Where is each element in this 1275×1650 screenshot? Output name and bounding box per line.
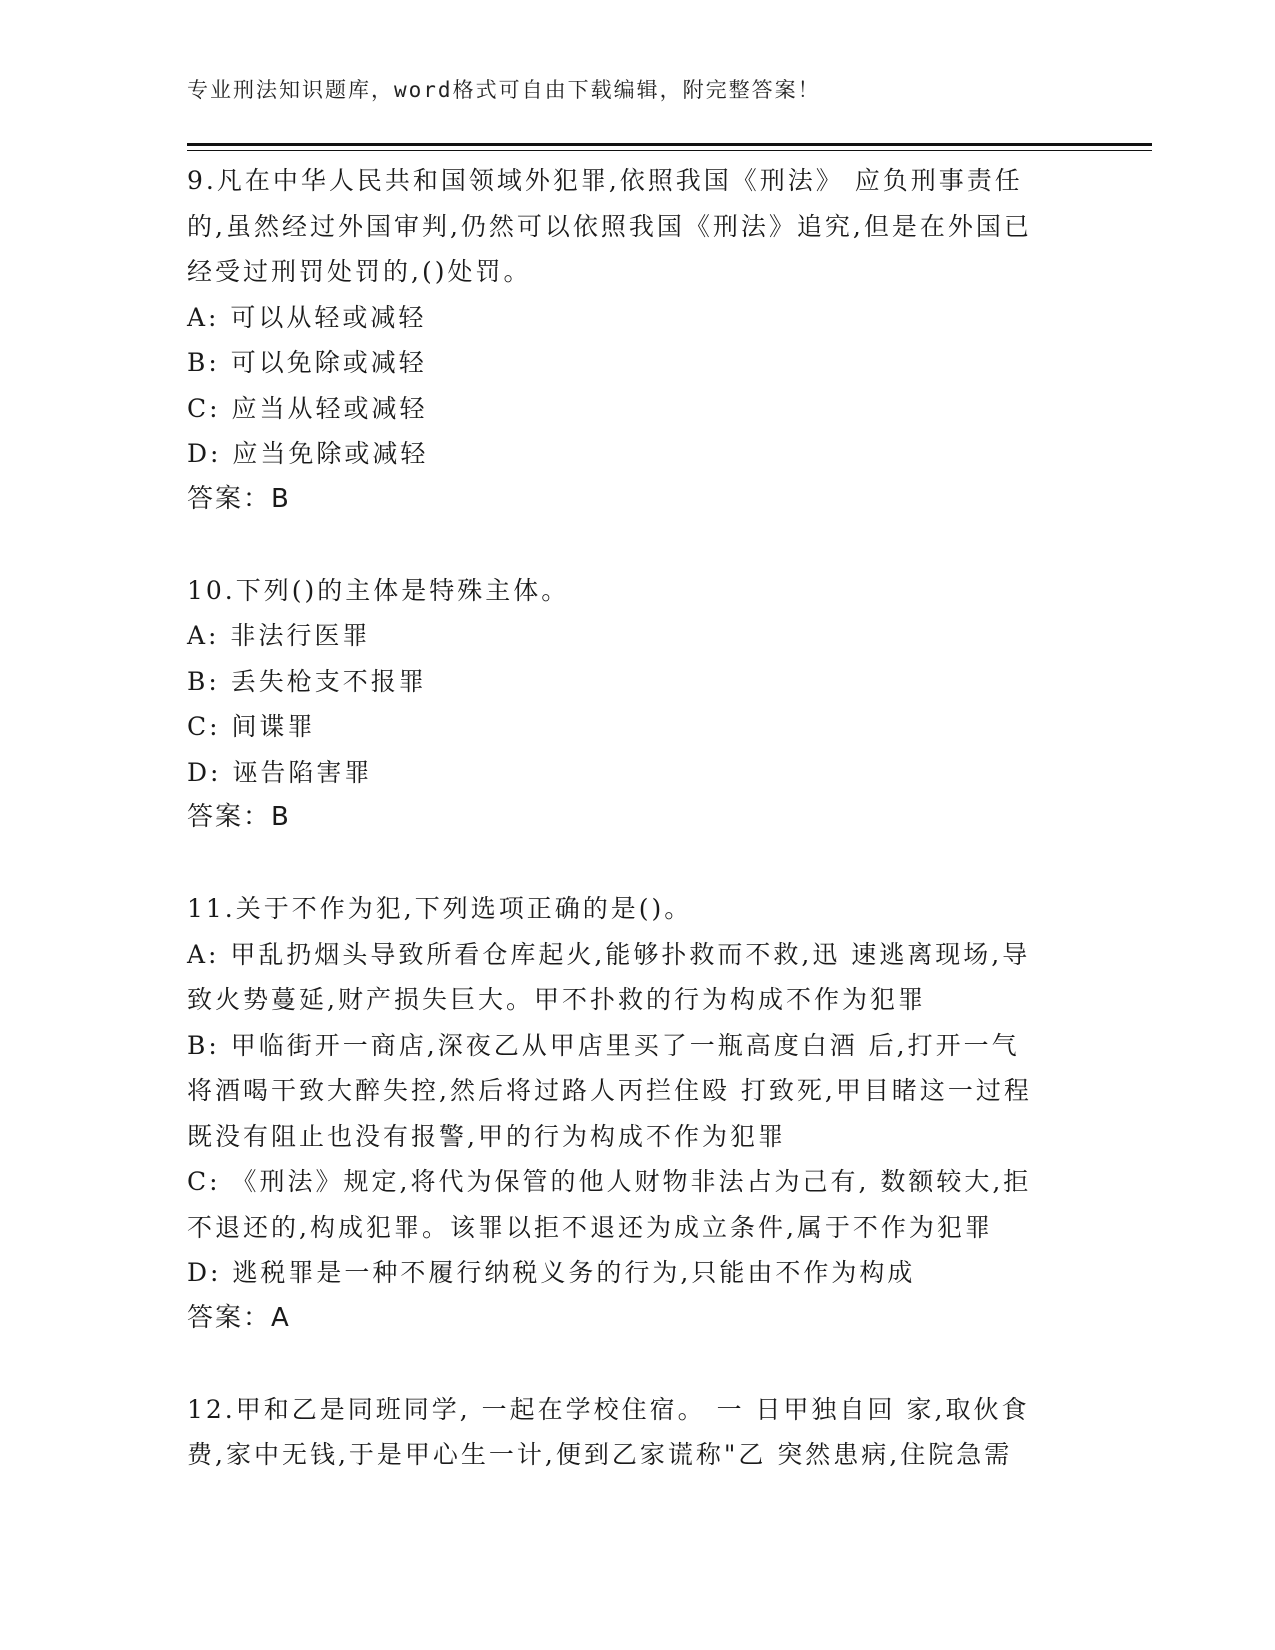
answer-label: 答案：A [187,1302,291,1333]
header-divider-thick [187,143,1152,146]
option-c: C: 《刑法》规定,将代为保管的他人财物非法占为己有, 数额较大,拒 [187,1167,1032,1196]
option-d: D: 诬告陷害罪 [187,757,373,787]
question-stem-line: 的,虽然经过外国审判,仍然可以依照我国《刑法》追究,但是在外国已 [187,211,1032,241]
question-list [187,158,1087,1478]
option-d: D: 逃税罪是一种不履行纳税义务的行为,只能由不作为构成 [187,1258,916,1287]
option-a: A: 甲乱扔烟头导致所看仓库起火,能够扑救而不救,迅 速逃离现场,导 [187,939,1031,969]
option-c: C: 应当从轻或减轻 [187,393,428,423]
option-b-continued: 将酒喝干致大醉失控,然后将过路人丙拦住殴 打致死,甲目睹这一过程 [187,1076,1032,1105]
option-a: A: 非法行医罪 [187,621,371,650]
question-12 [187,1387,1087,1478]
answer-label: 答案：B [187,802,291,832]
question-9 [187,158,1087,522]
option-a-continued: 致火势蔓延,财产损失巨大。甲不扑救的行为构成不作为犯罪 [187,985,926,1014]
option-d: D: 应当免除或减轻 [187,439,429,468]
question-stem-line: 11.关于不作为犯,下列选项正确的是()。 [187,894,693,923]
option-a: A: 可以从轻或减轻 [187,302,427,332]
question-stem-line: 经受过刑罚处罚的,()处罚。 [187,257,532,286]
option-c: C: 间谍罪 [187,712,316,741]
question-11 [187,886,1087,1341]
answer-label: 答案：B [187,483,291,514]
option-c-continued: 不退还的,构成犯罪。该罪以拒不退还为成立条件,属于不作为犯罪 [187,1212,993,1242]
option-b: B: 丢失枪支不报罪 [187,666,427,696]
option-b: B: 可以免除或减轻 [187,348,427,377]
question-stem-line: 10.下列()的主体是特殊主体。 [187,575,570,605]
option-b-continued: 既没有阻止也没有报警,甲的行为构成不作为犯罪 [187,1121,786,1151]
document-header: 专业刑法知识题库，word格式可自由下载编辑，附完整答案！ [187,78,821,102]
question-stem-line: 12.甲和乙是同班同学, 一起在学校住宿。 一 日甲独自回 家,取伙食 [187,1394,1030,1424]
question-stem-line: 费,家中无钱,于是甲心生一计,便到乙家谎称"乙 突然患病,住院急需 [187,1440,1013,1469]
header-divider-thin [187,150,1152,151]
option-b: B: 甲临街开一商店,深夜乙从甲店里买了一瓶高度白酒 后,打开一气 [187,1030,1020,1060]
question-stem-line: 9.凡在中华人民共和国领域外犯罪,依照我国《刑法》 应负刑事责任 [187,166,1023,195]
question-10 [187,568,1087,841]
